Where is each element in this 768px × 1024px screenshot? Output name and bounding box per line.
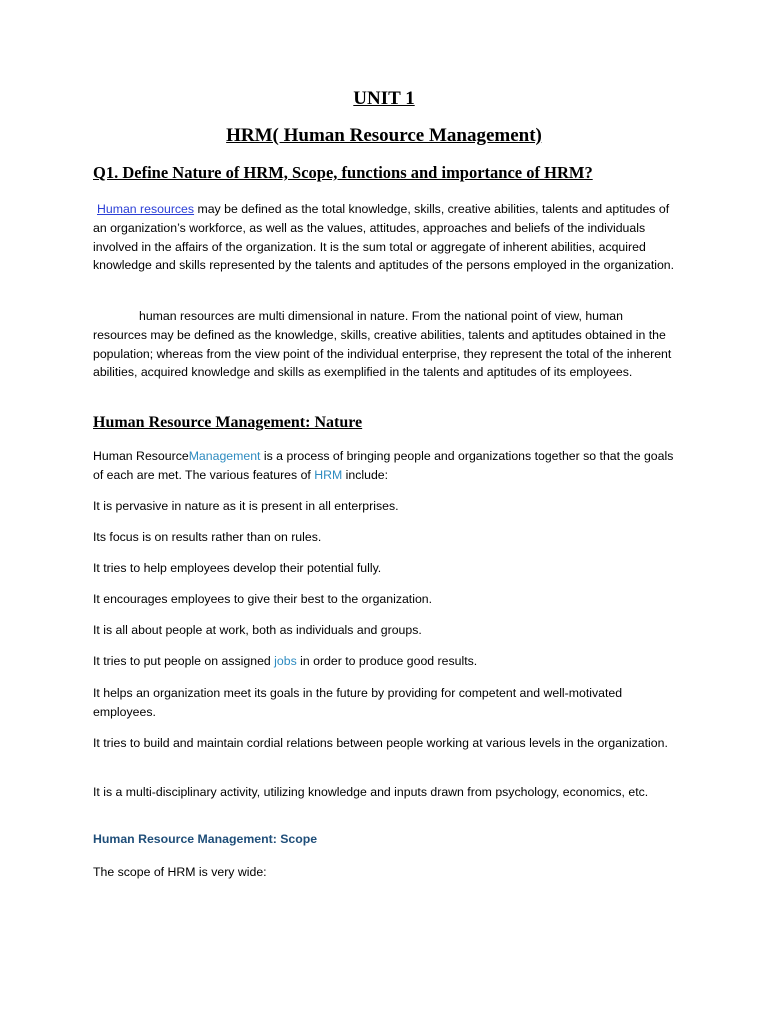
unit-title: UNIT 1 [353,88,415,109]
question-heading: Q1. Define Nature of HRM, Scope, functions and importance of HRM? [93,163,593,182]
jobs-link[interactable]: jobs [274,654,297,668]
management-link[interactable]: Management [188,449,261,463]
document-title: HRM( Human Resource Management) [226,125,542,146]
paragraph-dimensions-text: human resources are multi dimensional in nature. From the national point of view, human resources may be defined as the knowledge, skills, creative abilities, talents and aptitudes obtained in the population; whereas from the view point of the individual enterprise, they represent the total of the inherent abilities, acquired knowledge and skills as exemplified in the talents and aptitudes of its employees. [93,309,672,380]
scope-intro: The scope of HRM is very wide: [93,865,267,879]
feature-item: It is pervasive in nature as it is present in all enterprises. [93,499,399,513]
paragraph-definition [93,200,675,275]
nature-intro-text-3: include: [342,467,389,482]
feature-item: It is a multi-disciplinary activity, utilizing knowledge and inputs drawn from psychology, economics, etc. [93,785,649,799]
feature-item: It tries to build and maintain cordial relations between people working at various levels in the organization. [93,736,668,750]
paragraph-definition-text: may be defined as the total knowledge, skills, creative abilities, talents and aptitudes of an organization’s workforce, as well as the values, attitudes, approaches and beliefs of the individuals involved in the affairs of the organization. It is the sum total or aggregate of inherent abilities, acquired knowledge and skills represented by the talents and aptitudes of the persons employed in the organization. [93,202,675,273]
feature-item: It encourages employees to give their best to the organization. [93,592,433,606]
paragraph-dimensions [93,307,675,382]
nature-intro-text-2: is a process of bringing people and organizations together so that the goals of each are met. The various features of [93,449,674,482]
feature-item [93,652,675,671]
nature-intro [93,447,675,485]
feature-item: Its focus is on results rather than on rules. [93,530,322,544]
nature-intro-text-1: Human Resource [93,449,189,463]
human-resources-link[interactable]: Human resources [97,202,195,216]
feature-item: It helps an organization meet its goals in the future by providing for competent and well-motivated employees. [93,686,623,719]
feature-item: It is all about people at work, both as individuals and groups. [93,623,422,637]
hrm-link[interactable]: HRM [314,467,343,482]
nature-heading: Human Resource Management: Nature [93,414,363,431]
feature-item: It tries to help employees develop their potential fully. [93,561,382,575]
scope-heading: Human Resource Management: Scope [93,832,318,846]
feature-text: It tries to put people on assigned [93,654,275,668]
feature-text: in order to produce good results. [296,654,478,668]
